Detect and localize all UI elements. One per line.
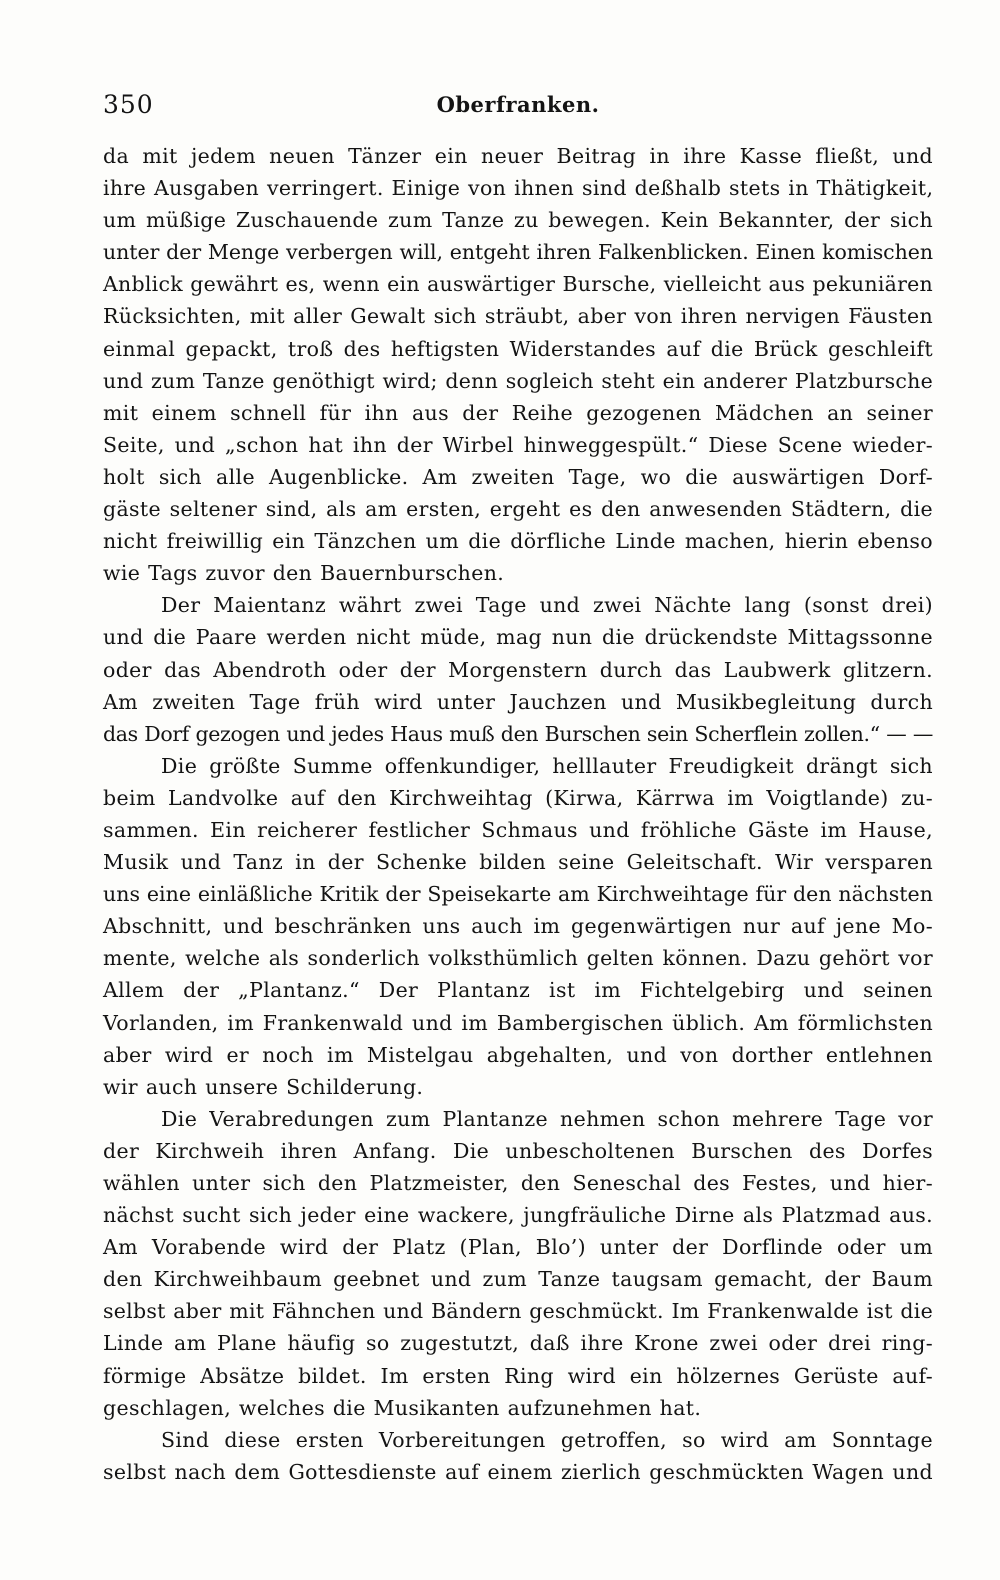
running-head: Oberfranken. <box>436 92 600 117</box>
page-header <box>103 90 933 130</box>
text-line: uns eine einläßliche Kritik der Speisekarte am Kirchweihtage für den nächsten <box>103 882 933 907</box>
text-line: beim Landvolke auf den Kirchweihtag (Kirwa, Kärrwa im Voigtlande) zu- <box>103 785 933 810</box>
paragraph <box>103 1424 933 1488</box>
text-line: da mit jedem neuen Tänzer ein neuer Beitrag in ihre Kasse fließt, und <box>103 144 933 168</box>
text-line: wie Tags zuvor den Bauernburschen. <box>103 561 505 586</box>
text-line: Allem der „Plantanz.“ Der Plantanz ist im Fichtelgebirg und seinen <box>103 978 933 1003</box>
text-line: sammen. Ein reicherer festlicher Schmaus und fröhliche Gäste im Hause, <box>103 817 933 842</box>
paragraph <box>103 1103 933 1424</box>
text-line: förmige Absätze bildet. Im ersten Ring wird ein hölzernes Gerüste auf- <box>103 1363 933 1388</box>
text-line: holt sich alle Augenblicke. Am zweiten Tage, wo die auswärtigen Dorf- <box>103 464 933 489</box>
text-line: Vorlanden, im Frankenwald und im Bambergischen üblich. Am förmlichsten <box>103 1010 933 1035</box>
body-text <box>103 140 933 1488</box>
text-line: selbst nach dem Gottesdienste auf einem zierlich geschmückten Wagen und <box>103 1459 933 1484</box>
text-line: um müßige Zuschauende zum Tanze zu bewegen. Kein Bekannter, der sich <box>103 208 933 233</box>
text-line: den Kirchweihbaum geebnet und zum Tanze taugsam gemacht, der Baum <box>103 1267 933 1292</box>
text-line: und zum Tanze genöthigt wird; denn sogleich steht ein anderer Platzbursche <box>103 368 933 393</box>
text-line: aber wird er noch im Mistelgau abgehalten, und von dorther entlehnen <box>103 1042 933 1067</box>
text-line: Am Vorabende wird der Platz (Plan, Blo’) unter der Dorflinde oder um <box>103 1235 933 1260</box>
text-line: nicht freiwillig ein Tänzchen um die dörfliche Linde machen, hierin ebenso <box>103 529 933 554</box>
text-line: gäste seltener sind, als am ersten, ergeht es den anwesenden Städtern, die <box>103 497 933 522</box>
text-line: unter der Menge verbergen will, entgeht ihren Falkenblicken. Einen komischen <box>103 240 933 265</box>
text-line: Abschnitt, und beschränken uns auch im gegenwärtigen nur auf jene Mo- <box>103 914 933 939</box>
text-line: mit einem schnell für ihn aus der Reihe gezogenen Mädchen an seiner <box>103 400 933 425</box>
text-line: nächst sucht sich jeder eine wackere, jungfräuliche Dirne als Platzmad aus. <box>103 1203 933 1228</box>
paragraph <box>103 140 933 589</box>
text-line: ihre Ausgaben verringert. Einige von ihnen sind deßhalb stets in Thätigkeit, <box>103 176 934 201</box>
text-line: Sind diese ersten Vorbereitungen getroffen, so wird am Sonntage <box>161 1427 933 1452</box>
text-line: Linde am Plane häufig so zugestutzt, daß ihre Krone zwei oder drei ring- <box>103 1331 933 1356</box>
text-line: Seite, und „schon hat ihn der Wirbel hinweggespült.“ Diese Scene wieder- <box>103 432 933 457</box>
text-line: mente, welche als sonderlich volksthümlich gelten können. Dazu gehört vor <box>103 946 933 971</box>
text-line: und die Paare werden nicht müde, mag nun die drückendste Mittagssonne <box>103 625 933 650</box>
text-line: wählen unter sich den Platzmeister, den Seneschal des Festes, und hier- <box>103 1171 933 1195</box>
text-line: geschlagen, welches die Musikanten aufzunehmen hat. <box>103 1395 702 1420</box>
text-line: Rücksichten, mit aller Gewalt sich sträubt, aber von ihren nervigen Fäusten <box>103 304 933 329</box>
text-line: Am zweiten Tage früh wird unter Jauchzen und Musikbegleitung durch <box>103 689 933 714</box>
paragraph <box>103 750 933 1103</box>
page-number: 350 <box>103 90 154 119</box>
text-line: der Kirchweih ihren Anfang. Die unbescholtenen Burschen des Dorfes <box>103 1138 933 1163</box>
text-line: wir auch unsere Schilderung. <box>103 1074 424 1099</box>
text-line: oder das Abendroth oder der Morgenstern durch das Laubwerk glitzern. <box>103 657 933 682</box>
text-line: Anblick gewährt es, wenn ein auswärtiger Bursche, vielleicht aus pekuniären <box>103 272 933 297</box>
text-line: Musik und Tanz in der Schenke bilden seine Geleitschaft. Wir versparen <box>103 850 933 875</box>
text-line: Die Verabredungen zum Plantanze nehmen schon mehrere Tage vor <box>161 1106 933 1131</box>
text-line: einmal gepackt, troß des heftigsten Widerstandes auf die Brück geschleift <box>103 336 933 361</box>
text-line: das Dorf gezogen und jedes Haus muß den Burschen sein Scherflein zollen.“ — — <box>103 721 933 746</box>
text-line: Die größte Summe offenkundiger, helllauter Freudigkeit drängt sich <box>161 753 933 778</box>
text-line: Der Maientanz währt zwei Tage und zwei Nächte lang (sonst drei) <box>161 593 933 618</box>
paragraph <box>103 589 933 749</box>
text-line: selbst aber mit Fähnchen und Bändern geschmückt. Im Frankenwalde ist die <box>103 1299 933 1324</box>
